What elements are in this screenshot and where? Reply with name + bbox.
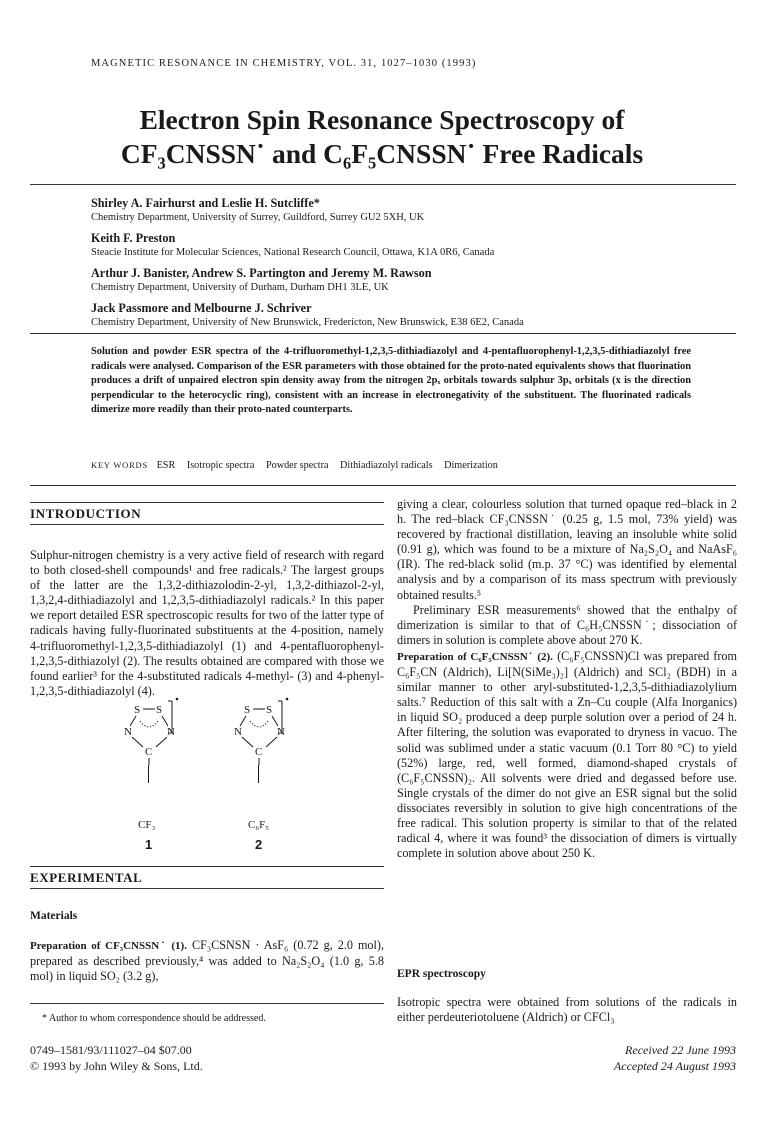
svg-text:N: N	[234, 726, 242, 738]
title-line-2: CF₃CNSSN˙ and C₆F₅CNSSN˙ Free Radicals	[120, 138, 644, 169]
structure-2	[220, 695, 330, 852]
author-names: Shirley A. Fairhurst and Leslie H. Sutcliffe*	[91, 196, 320, 210]
keywords	[91, 460, 691, 471]
paragraph: Sulphur-nitrogen chemistry is a very active field of research with regard to both closed-shell compounds¹ and free radicals.² The largest groups of the latter are the 1,3,2-dithiazolodin-2-yl, 1,3,2-dithiazol-2-yl, 1,3,2,4-dithiadiazolyl and 1,2,3,5-dithiadiazolyl radicals.² In this paper we report detailed ESR spectroscopic results for two of the latter type of radicals having fully-fluorinated substituents at the 4-position, namely 4-trifluoromethyl-1,2,3,5-dithiadiazolyl (1) and 4-pentafluorophenyl-1,2,3,5-dithiazolyl (2). The results obtained are compared with those we found earlier³ for the 4-substituted radicals 4-methyl- (3) and 4-phenyl-1,2,3,5-dithiadiazolyl (4).	[30, 548, 384, 698]
prep2-paragraph	[397, 649, 737, 861]
svg-text:S: S	[156, 704, 163, 716]
author-names: Keith F. Preston	[91, 231, 176, 245]
copyright: © 1993 by John Wiley & Sons, Ltd.	[30, 1059, 203, 1073]
svg-text:N: N	[167, 726, 175, 738]
paragraph	[397, 649, 737, 861]
section-heading-experimental: EXPERIMENTAL	[30, 870, 143, 885]
author-names: Arthur J. Banister, Andrew S. Partington and Jeremy M. Rawson	[91, 266, 432, 280]
section-rule	[30, 524, 384, 525]
substituent-label: CF₃	[138, 819, 156, 831]
svg-text:S: S	[266, 704, 273, 716]
author-names: Jack Passmore and Melbourne J. Schriver	[91, 301, 312, 315]
author-group	[91, 196, 691, 223]
running-head: MAGNETIC RESONANCE IN CHEMISTRY, VOL. 31, 1027–1030 (1993)	[91, 58, 477, 69]
section-rule	[30, 502, 384, 503]
author-affiliation: Chemistry Department, University of Durham, Durham DH1 3LE, UK	[91, 282, 389, 293]
keywords-label: KEY WORDS	[91, 460, 149, 470]
keyword: Isotropic spectra	[186, 460, 255, 471]
article-title	[72, 103, 692, 171]
svg-text:N: N	[277, 726, 285, 738]
svg-text:N: N	[124, 726, 132, 738]
svg-text:S: S	[244, 704, 251, 716]
prep1-text: CF₃CSNSN · AsF₆ (0.72 g, 2.0 mol), prepared as described previously,⁴ was added to Na₂S₂O₄ (1.0 g, 5.8 mol) in liquid SO₂ (3.2 g),	[30, 938, 385, 984]
prep1-heading: Preparation of CF₃CNSSN˙ (1).	[30, 940, 187, 952]
abstract: Solution and powder ESR spectra of the 4-trifluoromethyl-1,2,3,5-dithiadiazolyl and 4-pentafluorophenyl-1,2,3,5-dithiadiazolyl free radicals were analysed. Comparison of the ESR parameters with those obtained for the proto-nated equivalents shows that fluorination produces a drift of unpaired electron spin density away from the nitrogen 2pₓ orbitals towards sulphur 3pₓ orbitals (x is the direction perpendicular to the heterocyclic ring), consistent with an increase in electronegativity of the substituent. The fluorinated radicals dimerize more readily than their proto-nated counterparts.	[91, 346, 691, 415]
epr-paragraph: Isotropic spectra were obtained from solutions of the radicals in either perdeuteriotoluene (Aldrich) or CFCl₃	[397, 995, 737, 1025]
footnote-rule	[30, 1003, 384, 1004]
author-group	[91, 266, 691, 293]
subsection-heading-epr: EPR spectroscopy	[397, 968, 486, 980]
subsection-heading-materials: Materials	[30, 910, 78, 922]
divider	[30, 485, 736, 486]
svg-text:S: S	[134, 704, 141, 716]
svg-text:C: C	[145, 746, 153, 758]
paragraph: Preliminary ESR measurements⁶ showed that the enthalpy of dimerization is similar to that of C₆H₅CNSSN˙; dissociation of dimers in solution is complete above about 270 K.	[397, 602, 737, 647]
structure-1	[110, 695, 220, 852]
section-heading-introduction: INTRODUCTION	[30, 506, 142, 521]
prep2-heading: Preparation of C₆F₅CNSSN˙ (2).	[397, 651, 553, 663]
divider	[30, 184, 736, 185]
keyword: ESR	[156, 460, 176, 471]
author-block	[91, 196, 691, 336]
keyword: Powder spectra	[265, 460, 329, 471]
author-affiliation: Steacie Institute for Molecular Sciences, National Research Council, Ottawa, K1A 0R6, Canada	[91, 247, 495, 258]
article-code: 0749–1581/93/111027–04 $07.00	[30, 1043, 192, 1057]
author-group	[91, 231, 691, 258]
introduction-text	[30, 548, 384, 699]
keyword: Dithiadiazolyl radicals	[340, 460, 433, 471]
author-affiliation: Chemistry Department, University of Surrey, Guildford, Surrey GU2 5XH, UK	[91, 212, 425, 223]
compound-number: 2	[255, 837, 263, 852]
divider	[30, 333, 736, 334]
dates	[560, 1042, 736, 1074]
section-rule	[30, 888, 384, 889]
structure-bond	[258, 765, 259, 783]
received-date: Received 22 June 1993	[625, 1043, 736, 1057]
svg-text:C: C	[255, 746, 263, 758]
right-column-text	[397, 497, 737, 648]
author-affiliation: Chemistry Department, University of New Brunswick, Fredericton, New Brunswick, E38 6E2, Canada	[91, 317, 524, 328]
accepted-date: Accepted 24 August 1993	[613, 1059, 736, 1073]
section-rule	[30, 866, 384, 867]
prep2-text: (C₆F₅CNSSN)Cl was prepared from C₆F₅CN (Aldrich), Li[N(SiMe₃)₂] (Aldrich) and SCl₂ (BDH) in a similar manner to other aryl-substituted-1,2,3,5-dithiadiazolylium salts.⁷ Reduction of this salt with a Zn–Cu couple (Alfa Inorganics) in liquid SO₂ produced a deep purple solution over a period of 24 h. After filtering, the solution was evaporated to dryness in vacuo. The solid was sublimed under a static vacuum (0.1 Torr 80 °C) to yield (52%) large, red, well formed, diamond-shaped crystals of (C₆F₅CNSSN)₂. All solvents were dried and degassed before use. Single crystals of the dimer do not give an ESR signal but the solid dissociates reversibly in solution to give high concentrations of the free radical. This solution property is similar to that of the related radical 4, where it was found³ the dissociation of dimers is virtually complete in solution above about 250 K.	[397, 649, 737, 861]
footnote: * Author to whom correspondence should be addressed.	[42, 1013, 266, 1024]
paragraph: giving a clear, colourless solution that turned opaque red–black in 2 h. The red–black CF₃CNSSN˙ (0.25 g, 1.5 mol, 73% yield) was recovered by fractional distillation, leaving an insoluble white solid (0.91 g), which was found to be a mixture of Na₂S₂O₄ and NaAsF₆ (IR). The red-black solid (m.p. 37 °C) was identified by elemental analysis and by a comparison of its mass spectrum with previously obtained results.⁵	[397, 497, 737, 602]
author-group	[91, 301, 691, 328]
publication-info	[30, 1042, 203, 1074]
paragraph	[30, 938, 384, 984]
title-line-1: Electron Spin Resonance Spectroscopy of	[139, 104, 625, 135]
substituent-label: C₆F₅	[248, 819, 270, 831]
prep1-paragraph	[30, 938, 384, 984]
keyword: Dimerization	[444, 460, 498, 471]
dithiadiazolyl-ring-diagram	[220, 695, 330, 765]
dithiadiazolyl-ring-diagram	[110, 695, 220, 765]
compound-number: 1	[145, 837, 153, 852]
structure-bond	[148, 765, 149, 783]
